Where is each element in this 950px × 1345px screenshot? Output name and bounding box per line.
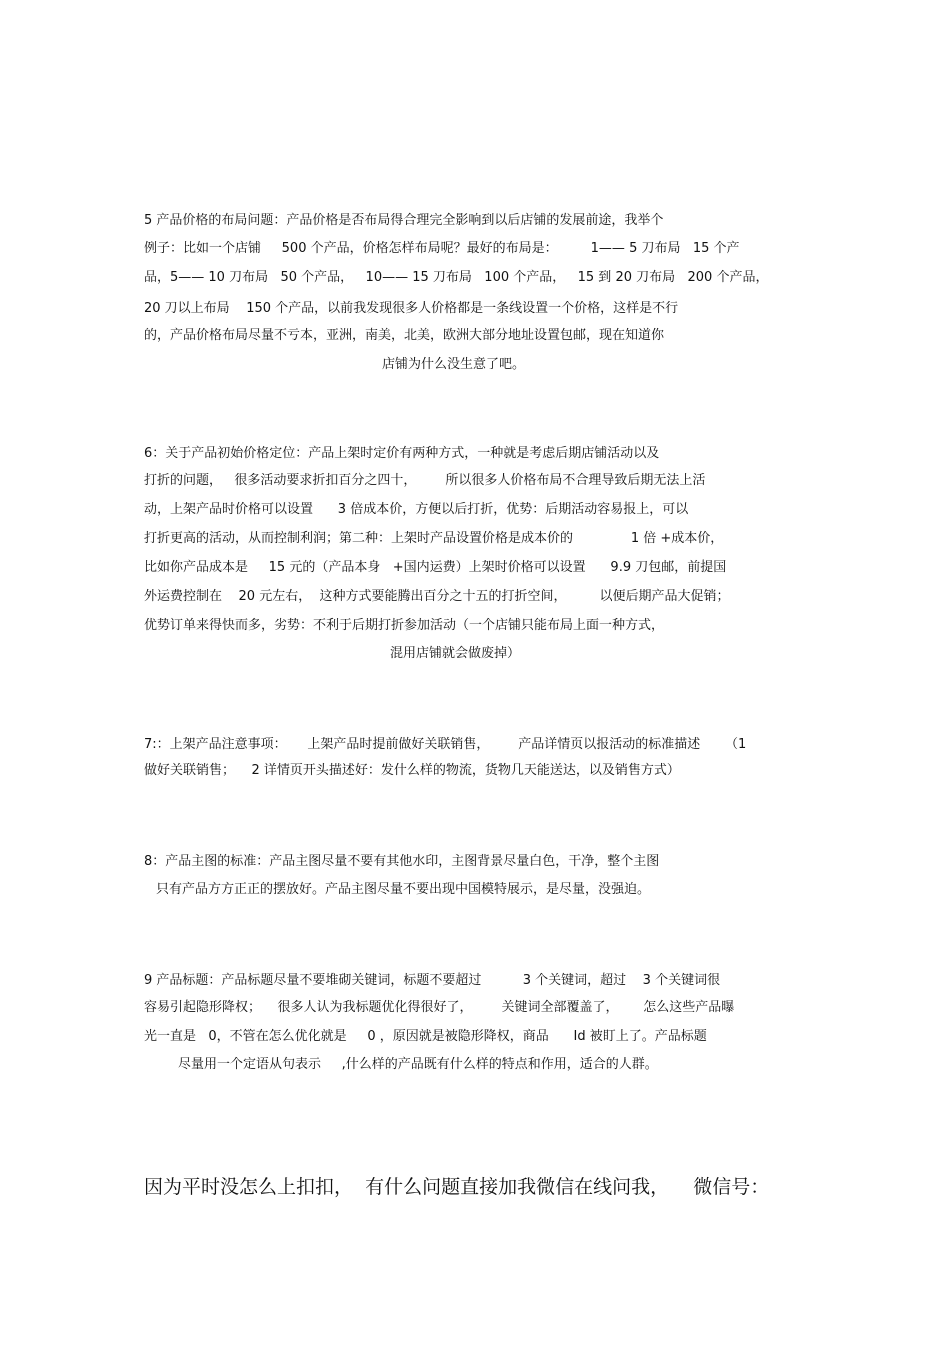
section-8-line-1: 8：产品主图的标准：产品主图尽量不要有其他水印，主图背景尽量白色，干净，整个主图: [144, 854, 660, 869]
section-7-line-2: 做好关联销售； 2 详情页开头描述好：发什么样的物流，货物几天能送达，以及销售方式）: [144, 763, 680, 778]
section-5-line-5: 的，产品价格布局尽量不亏本，亚洲，南美，北美，欧洲大部分地址设置包邮，现在知道你: [144, 328, 665, 343]
section-6-line-4: 打折更高的活动，从而控制利润；第二种：上架时产品设置价格是成本价的 1 倍 +成本价，: [144, 531, 724, 546]
section-6-line-1: 6：关于产品初始价格定位：产品上架时定价有两种方式，一种就是考虑后期店铺活动以及: [144, 446, 660, 461]
section-7-line-1: 7:：上架产品注意事项： 上架产品时提前做好关联销售， 产品详情页以报活动的标准描述 （1: [144, 737, 747, 752]
section-5-line-2: 例子：比如一个店铺 500 个产品，价格怎样布局呢？最好的布局是： 1—— 5 刀布局 15 个产: [144, 241, 740, 256]
section-9-line-2: 容易引起隐形降权； 很多人认为我标题优化得很好了， 关键词全部覆盖了， 怎么这些产品曝: [144, 1000, 735, 1015]
section-6-line-8: 混用店铺就会做废掉）: [390, 646, 521, 661]
section-8-line-2: 只有产品方方正正的摆放好。产品主图尽量不要出现中国模特展示，是尽量，没强迫。: [156, 882, 651, 897]
section-9-line-4: 尽量用一个定语从句表示 ,什么样的产品既有什么样的特点和作用，适合的人群。: [178, 1057, 658, 1072]
section-6-line-3: 动，上架产品时价格可以设置 3 倍成本价，方便以后打折，优势：后期活动容易报上，可以: [144, 502, 689, 517]
section-5-line-6: 店铺为什么没生意了吧。: [382, 357, 526, 372]
section-5-line-1: 5 产品价格的布局问题：产品价格是否布局得合理完全影响到以后店铺的发展前途，我举个: [144, 213, 664, 228]
section-6-line-5: 比如你产品成本是 15 元的（产品本身 +国内运费）上架时价格可以设置 9.9 刀包邮，前提国: [144, 560, 727, 575]
section-6-line-7: 优势订单来得快而多，劣势：不利于后期打折参加活动（一个店铺只能布局上面一种方式，: [144, 618, 665, 633]
closing-contact-line: 因为平时没怎么上扣扣， 有什么问题直接加我微信在线问我， 微信号：: [144, 1176, 770, 1198]
section-9-line-1: 9 产品标题：产品标题尽量不要堆砌关键词，标题不要超过 3 个关键词，超过 3 个关键词很: [144, 973, 721, 988]
section-6-line-2: 打折的问题， 很多活动要求折扣百分之四十， 所以很多人价格布局不合理导致后期无法上活: [144, 473, 706, 488]
section-6-line-6: 外运费控制在 20 元左右， 这种方式要能腾出百分之十五的打折空间， 以便后期产品大促销；: [144, 589, 730, 604]
section-9-line-3: 光一直是 0，不管在怎么优化就是 0 ，原因就是被隐形降权，商品 Id 被盯上了。产品标题: [144, 1029, 707, 1044]
section-5-line-3: 品，5—— 10 刀布局 50 个产品， 10—— 15 刀布局 100 个产品， 15 到 20 刀布局 200 个产品，: [144, 270, 769, 285]
section-5-line-4: 20 刀以上布局 150 个产品，以前我发现很多人价格都是一条线设置一个价格，这样是不行: [144, 301, 679, 316]
